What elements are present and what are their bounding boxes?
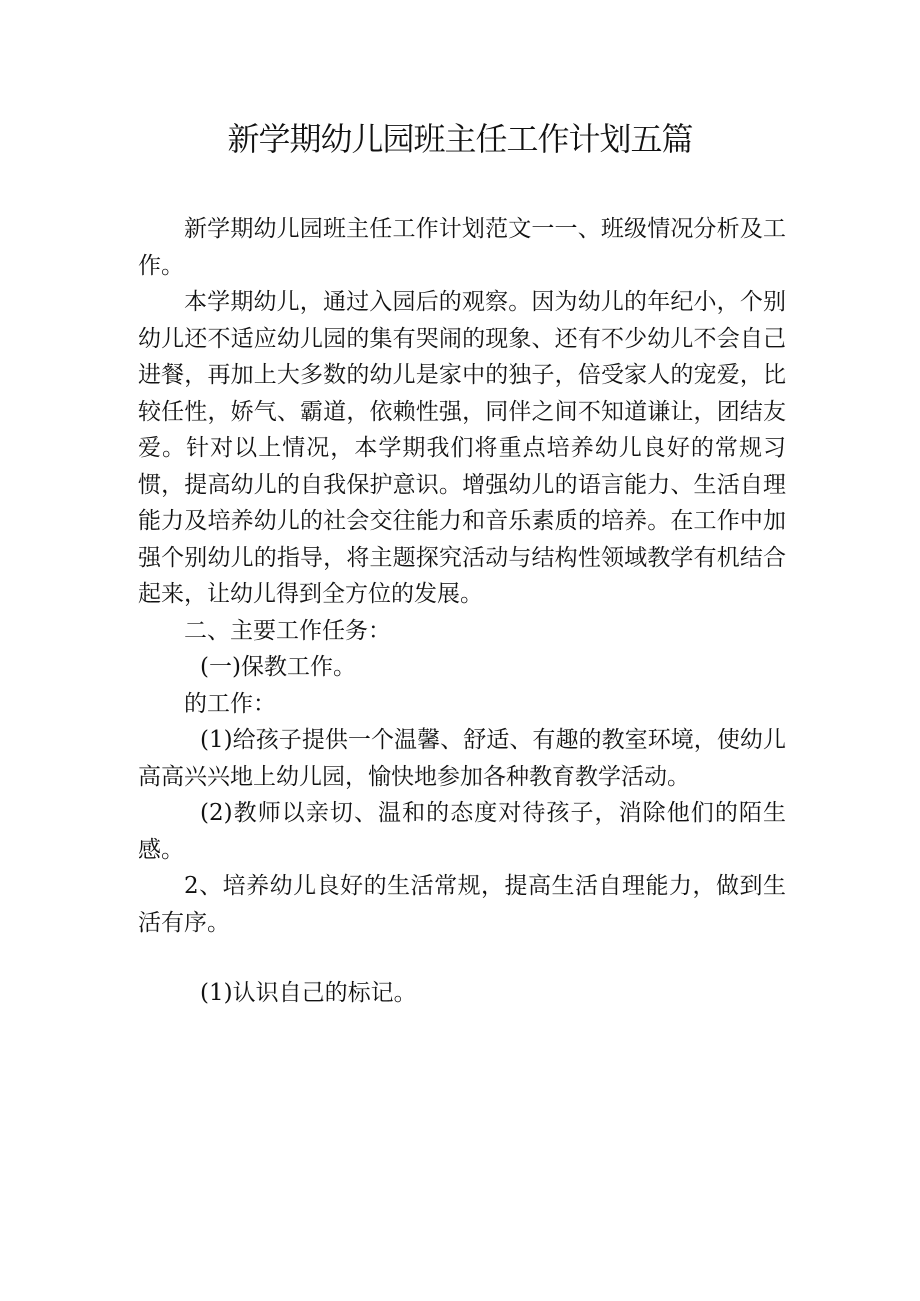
paragraph-class-analysis: 本学期幼儿，通过入园后的观察。因为幼儿的年纪小，个别幼儿还不适应幼儿园的集有哭闹的现象、还有不少幼儿不会自己进餐，再加上大多数的幼儿是家中的独子，倍受家人的宠爱，比较任性，娇气、霸道，依赖性强，同伴之间不知道谦让，团结友爱。针对以上情况，本学期我们将重点培养幼儿良好的常规习惯，提高幼儿的自我保护意识。增强幼儿的语言能力、生活自理能力及培养幼儿的社会交往能力和音乐素质的培养。在工作中加强个别幼儿的指导，将主题探究活动与结构性领域教学有机结合起来，让幼儿得到全方位的发展。: [138, 289, 786, 607]
document-body: [138, 211, 786, 1012]
paragraph-item-2: (2)教师以亲切、温和的态度对待孩子，消除他们的陌生感。: [138, 800, 786, 863]
paragraph-item-1: (1)给孩子提供一个温馨、舒适、有趣的教室环境，使幼儿高高兴兴地上幼儿园，愉快地参加各种教育教学活动。: [138, 727, 786, 790]
paragraph-main-tasks-heading: 二、主要工作任务：: [184, 617, 391, 644]
paragraph-work-label: 的工作：: [184, 690, 276, 717]
paragraph-care-education-heading: (一)保教工作。: [200, 654, 356, 680]
paragraph-intro: 新学期幼儿园班主任工作计划范文一一、班级情况分析及工作。: [138, 216, 786, 279]
document-title: 新学期幼儿园班主任工作计划五篇: [227, 120, 693, 158]
paragraph-life-routine: 2、培养幼儿良好的生活常规，提高生活自理能力，做到生活有序。: [138, 873, 786, 936]
paragraph-own-mark: (1)认识自己的标记。: [200, 980, 417, 1006]
